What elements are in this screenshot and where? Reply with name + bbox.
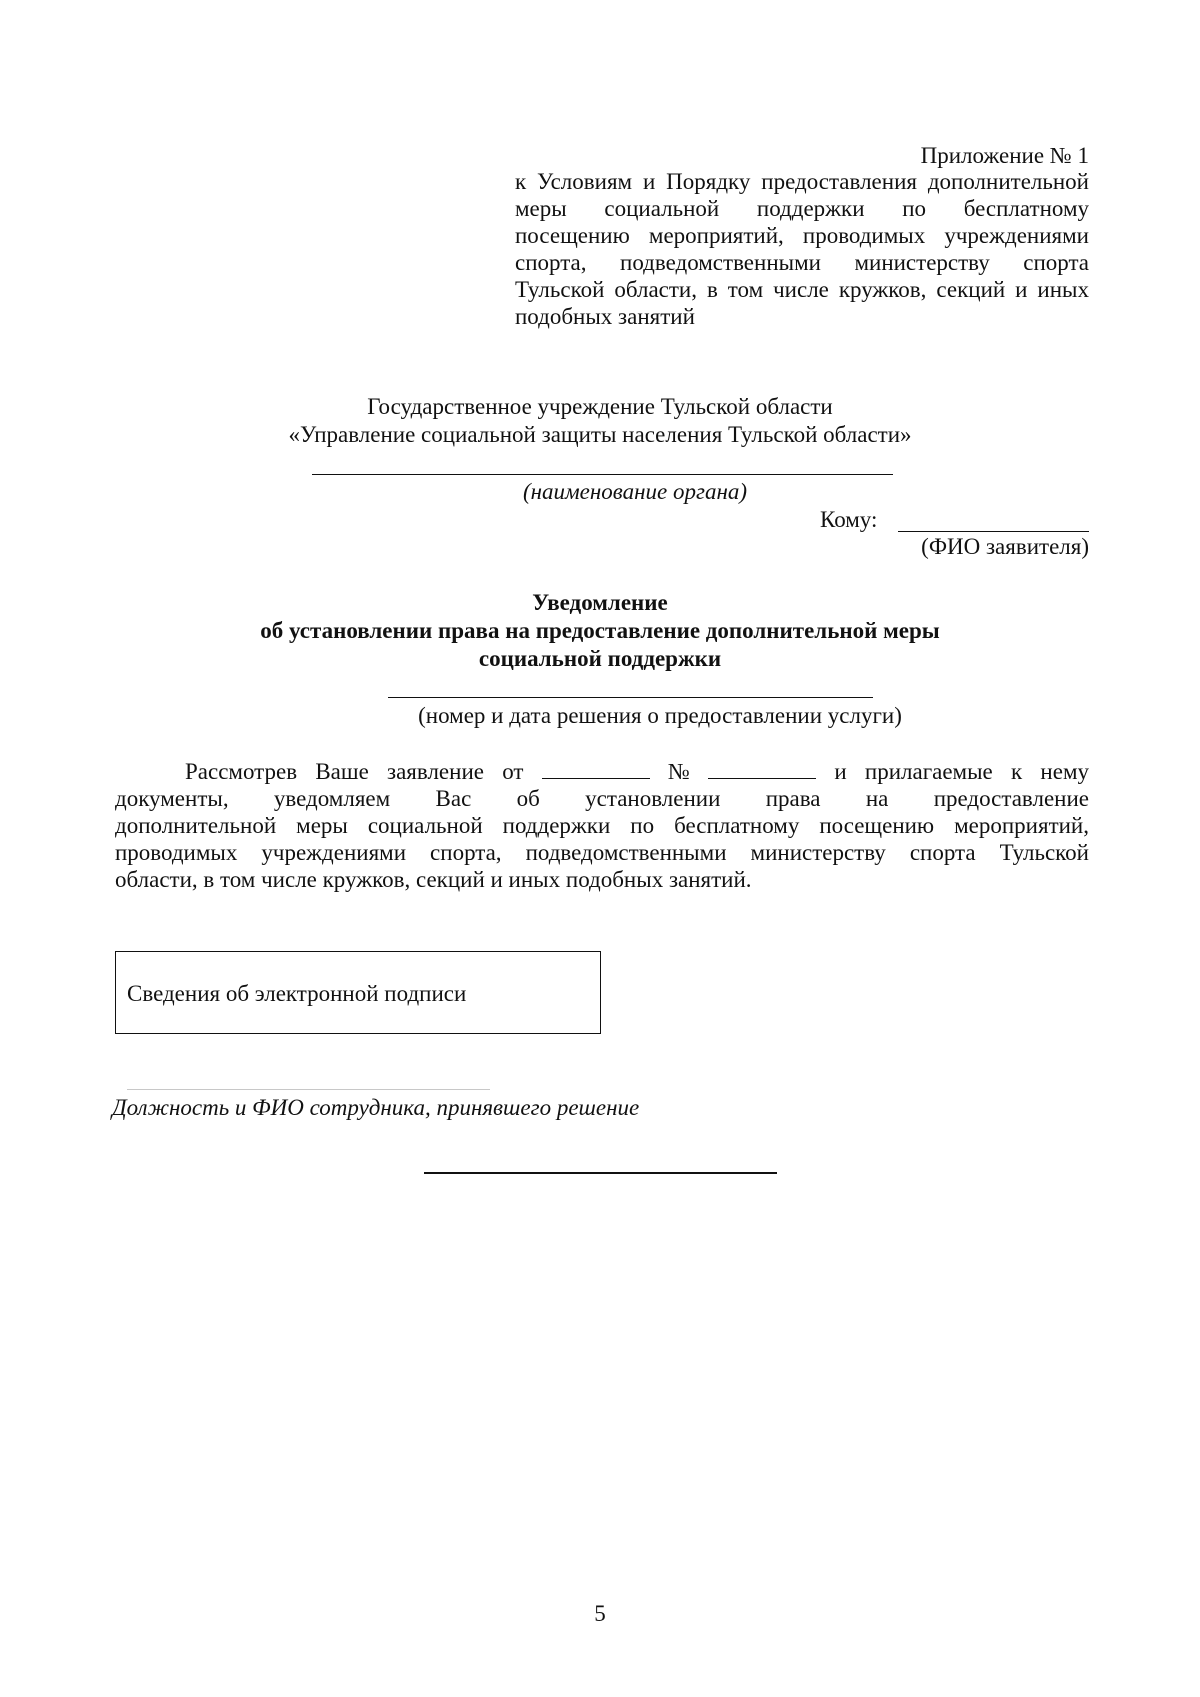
employee-field[interactable] bbox=[127, 1089, 490, 1090]
decision-field[interactable] bbox=[388, 697, 873, 698]
annex-line: меры социальной поддержки по бесплатному bbox=[515, 196, 1089, 221]
addressee-field[interactable] bbox=[898, 531, 1089, 532]
addressee-caption: (ФИО заявителя) bbox=[921, 534, 1089, 559]
body-first-line bbox=[115, 758, 1089, 785]
organization-name-line1: Государственное учреждение Тульской области bbox=[367, 394, 833, 419]
title-line: об установлении права на предоставление дополнительной меры bbox=[260, 618, 940, 643]
body-line: дополнительной меры социальной поддержки по бесплатному посещению мероприятий, bbox=[115, 813, 1089, 838]
organization-underline bbox=[312, 474, 893, 475]
annex-line: посещению мероприятий, проводимых учреждениями bbox=[515, 223, 1089, 248]
body-word: Ваше bbox=[315, 759, 369, 784]
title-line: Уведомление bbox=[532, 590, 668, 615]
body-word: Рассмотрев bbox=[185, 759, 298, 784]
decision-caption: (номер и дата решения о предоставлении услуги) bbox=[418, 703, 902, 728]
body-word: заявление bbox=[387, 759, 484, 784]
body-line: документы, уведомляем Вас об установлении права на предоставление bbox=[115, 786, 1089, 811]
page-number: 5 bbox=[594, 1601, 606, 1626]
employee-caption: Должность и ФИО сотрудника, принявшего решение bbox=[112, 1095, 640, 1120]
notice-body bbox=[115, 758, 1089, 893]
organization-name-line2: «Управление социальной защиты населения Тульской области» bbox=[288, 422, 912, 447]
body-word: от bbox=[502, 759, 524, 784]
closing-divider bbox=[424, 1172, 777, 1174]
title-line: социальной поддержки bbox=[478, 646, 722, 671]
body-line: области, в том числе кружков, секций и иных подобных занятий. bbox=[115, 867, 752, 892]
annex-line: Тульской области, в том числе кружков, секций и иных bbox=[515, 277, 1089, 302]
number-sign: № bbox=[667, 759, 690, 784]
electronic-signature-box bbox=[115, 951, 601, 1034]
annex-number: Приложение № 1 bbox=[920, 143, 1089, 168]
application-date-field[interactable] bbox=[542, 760, 650, 779]
document-title bbox=[0, 589, 1200, 673]
addressee-label: Кому: bbox=[820, 507, 878, 532]
body-line: проводимых учреждениями спорта, подведомственными министерству спорта Тульской bbox=[115, 840, 1089, 865]
body-word: нему bbox=[1040, 759, 1089, 784]
organization-caption: (наименование органа) bbox=[522, 479, 748, 504]
application-number-field[interactable] bbox=[708, 760, 816, 779]
body-word: прилагаемые bbox=[864, 759, 993, 784]
body-word: к bbox=[1011, 759, 1023, 784]
annex-line: к Условиям и Порядку предоставления дополнительной bbox=[515, 169, 1089, 194]
annex-description bbox=[515, 168, 1089, 330]
annex-line: спорта, подведомственными министерству спорта bbox=[515, 250, 1089, 275]
signature-label: Сведения об электронной подписи bbox=[127, 981, 467, 1006]
annex-line: подобных занятий bbox=[515, 304, 695, 329]
body-word: и bbox=[834, 759, 847, 784]
